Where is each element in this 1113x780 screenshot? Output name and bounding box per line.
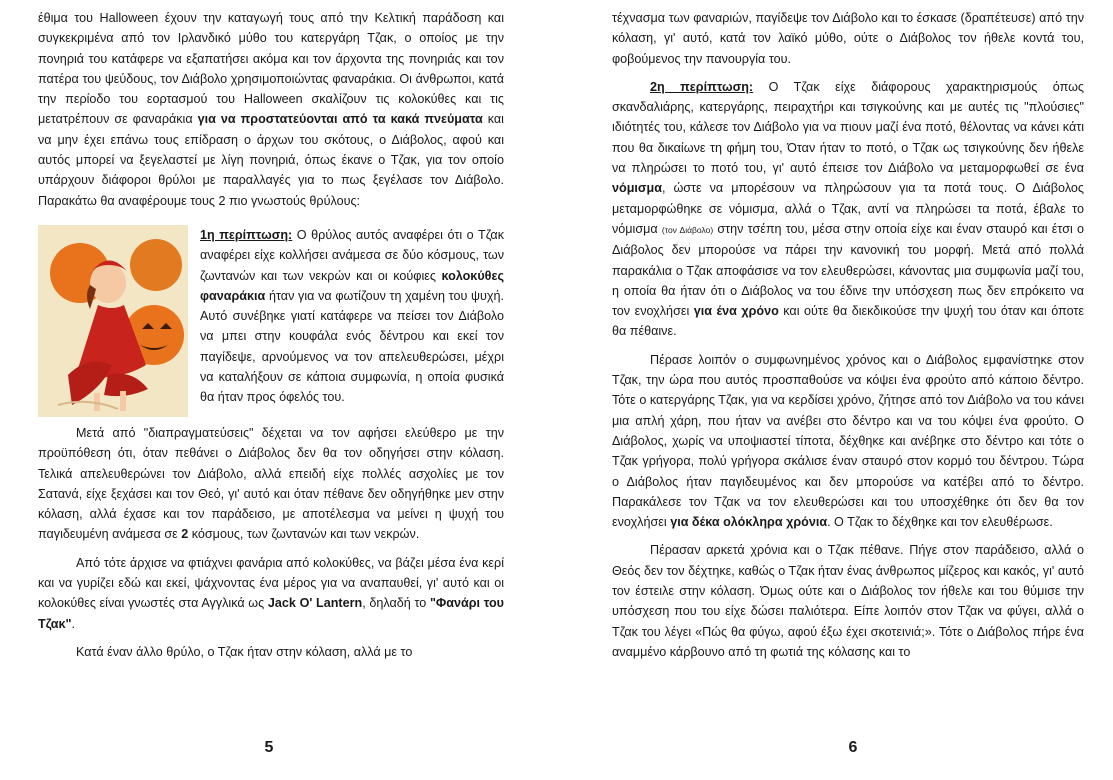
negotiations-paragraph: Μετά από "διαπραγματεύσεις" δέχεται να τον αφήσει ελεύθερο με την προϋπόθεση ότι, όταν πεθάνει ο Διάβολος δεν θα τον οδηγήσει στην κόλαση. Τελικά απελευθερώνει τον Διάβολο, αλλά επειδή είχε πολλές ασχολίες με τον Σατανά, είχε ξεχάσει και τον Θεό, γι' αυτό και όταν πέθανε δεν οδηγήθηκε μεν στην κόλαση, αλλά έχασε και τον παράδεισο, με αποτέλεσμα να μείνει η ψυχή του παγιδευμένη ανάμεσα σε 2 κόσμους, των ζωντανών και των νεκρών. — [38, 425, 504, 542]
case-one-label: 1η περίπτωση: — [200, 227, 293, 242]
tree-trick-paragraph: Πέρασε λοιπόν ο συμφωνημένος χρόνος και ο Διάβολος εμφανίστηκε στον Τζακ, την ώρα που αυτός προσπαθούσε να κόψει ένα φρούτο από κάποιο δέντρο. Τότε ο κατεργάρης Τζακ, για να κερδίσει χρόνο, ζήτησε από τον Διάβολο να του κάνει μια απλή χάρη, που ήταν να ανέβει στο δέντρο και να του κόψει ένα φρούτο. Ο Διάβολος, χωρίς να υποψιαστεί τίποτα, δέχθηκε και ανέβηκε στο δέντρο και τότε ο Τζακ γρήγορα, πολύ γρήγορα σκάλισε έναν σταυρό στον κορμό του δέντρου. Τώρα ο Διάβολος ήταν παγιδευμένος και δεν μπορούσε να κατέβει από το δέντρο. Παρακάλεσε τον Τζακ να τον ελευθερώσει και του υποσχέθηκε ότι δεν θα τον ενοχλήσει για δέκα ολόκληρα χρόνια. Ο Τζακ το δέχθηκε και τον ελευθέρωσε. — [612, 352, 1084, 530]
intro-paragraph: έθιμα του Halloween έχουν την καταγωγή τους από την Κελτική παράδοση και συγκεκριμένα από τον Ιρλανδικό μύθο του κατεργάρη Τζακ, ο οποίος με την πονηριά του κατάφερε να εξαπατήσει ακόμα και τον άρχοντα της πονηριάς και τον πατέρα του ψεύδους, τον Διάβολο χρησιμοποιώντας φαναράκια. Οι άνθρωποι, κατά την περίοδο του εορτασμού του Halloween σκαλίζουν τις κολοκύθες και τις μετατρέπουν σε φαναράκια για να προστατεύονται από τα κακά πνεύματα και να μην έχει επάνω τους επίδραση ο άρχων του σκότους, ο Διάβολος, αφού και αυτός μπορεί να ξεγελαστεί με λίγη πονηριά, όπως έκανε ο Τζακ, για τον οποίο υπάρχουν διάφοροι θρύλοι με παραλλαγές για το πως ξεγέλασε τον Διάβολο. Παρακάτω θα αναφέρουμε τους 2 πιο γνωστούς θρύλους: — [38, 11, 504, 208]
right-text-column — [612, 8, 1084, 662]
left-text-column — [38, 8, 504, 662]
case-one-text: 1η περίπτωση: Ο θρύλος αυτός αναφέρει ότι ο Τζακ αναφέρει είχε κολλήσει ανάμεσα σε δύο κόσμους, των ζωντανών και των νεκρών και οι κούφιες κολοκύθες φαναράκια ήταν για να φωτίζουν τη χαμένη του ψυχή. Αυτό συνέβηκε γιατί κατάφερε να πείσει τον Διάβολο να μπει στην κουφάλα ενός δέντρου και εκεί τον παγίδεψε, αρνούμενος να τον απελευθερώσει, μέχρι να καταλήξουν σε κάποια συμφωνία, η οποία φυσικά θα ήταν προς όφελός του. — [200, 227, 504, 405]
left-page — [38, 0, 504, 780]
case-one-block — [38, 225, 504, 417]
lantern-paragraph: Από τότε άρχισε να φτιάχνει φανάρια από κολοκύθες, να βάζει μέσα ένα κερί και να γυρίζει εδώ και εκεί, ψάχνοντας ένα μέρος για να αναπαυθεί, γι' αυτό και οι κολοκύθες είναι γνωστές στα Αγγλικά ως Jack O' Lantern, δηλαδή το "Φανάρι του Τζακ". — [38, 555, 504, 631]
halloween-girl-pumpkins-illustration — [38, 225, 188, 417]
page-number: 5 — [264, 739, 274, 756]
case-two-label: 2η περίπτωση: — [650, 79, 754, 94]
page-number: 6 — [848, 739, 858, 756]
case-two-paragraph: 2η περίπτωση: Ο Τζακ είχε διάφορους χαρακτηρισμούς όπως σκανδαλιάρης, κατεργάρης, πειραχτήρι και τσιγκούνης και με αυτές τις "πλούσιες" ιδιότητές του, κάλεσε τον Διάβολο για να πιουν μαζί ένα ποτό, θέλοντας να κάνει κάτι που θα δικαίωνε τη φήμη του, Όταν ήταν το ποτό, ο Τζακ ως τσιγκούνης δεν ήθελε να πληρώσει το ποτό του, γι' αυτό έπεισε τον Διάβολο να μεταμορφωθεί σε ένα νόμισμα, ώστε να μπορέσουν να πληρώσουν για τα ποτά τους. Ο Διάβολος μεταμορφώθηκε σε νόμισμα, αλλά ο Τζακ, αντί να πληρώσει τα ποτά, έβαλε το νόμισμα (τον Διάβολο) στην τσέπη του, μέσα στην οποία είχε και έναν σταυρό και έτσι ο Διάβολος δεν μπορούσε να πάρει την κανονική του μορφή. Μετά από πολλά παρακάλια ο Τζακ αποφάσισε να τον ελευθερώσει, κάνοντας μια συμφωνία μαζί του, η οποία θα ήταν ότι ο Διάβολος να του έδινε την υπόσχεση πως δεν επρόκειτο να τον ενοχλήσει για ένα χρόνο και ούτε θα διεκδικούσε την ψυχή του όταν και όποτε θα πέθαινε. — [612, 79, 1084, 339]
right-page — [612, 0, 1084, 780]
continuation-paragraph: τέχνασμα των φαναριών, παγίδεψε τον Διάβολο και το έσκασε (δραπέτευσε) από την κόλαση, γι' αυτό, κατά τον λαϊκό μύθο, ούτε ο Διάβολος τον ήθελε κοντά του, φοβούμενος την πανουργία του. — [612, 11, 1084, 66]
afterlife-paragraph: Πέρασαν αρκετά χρόνια και ο Τζακ πέθανε. Πήγε στον παράδεισο, αλλά ο Θεός δεν τον δέχτηκε, καθώς ο Τζακ ήταν ένας άνθρωπος μίζερος και κακός, γι' αυτό τον έστειλε στην κόλαση. Όμως ούτε και ο Διάβολος τον ήθελε και του θύμισε την υπόσχεση που του είχε δώσει παλιότερα. Είπε λοιπόν στον Τζακ να φύγει, αλλά ο Τζακ του λέγει «Πώς θα φύγω, αφού έξω έχει σκοτεινιά;». Τότε ο Διάβολος πήρε ένα αναμμένο κάρβουνο από τη φωτιά της κόλασης και το — [612, 543, 1084, 659]
other-legend-paragraph: Κατά έναν άλλο θρύλο, ο Τζακ ήταν στην κόλαση, αλλά με το — [76, 644, 413, 659]
